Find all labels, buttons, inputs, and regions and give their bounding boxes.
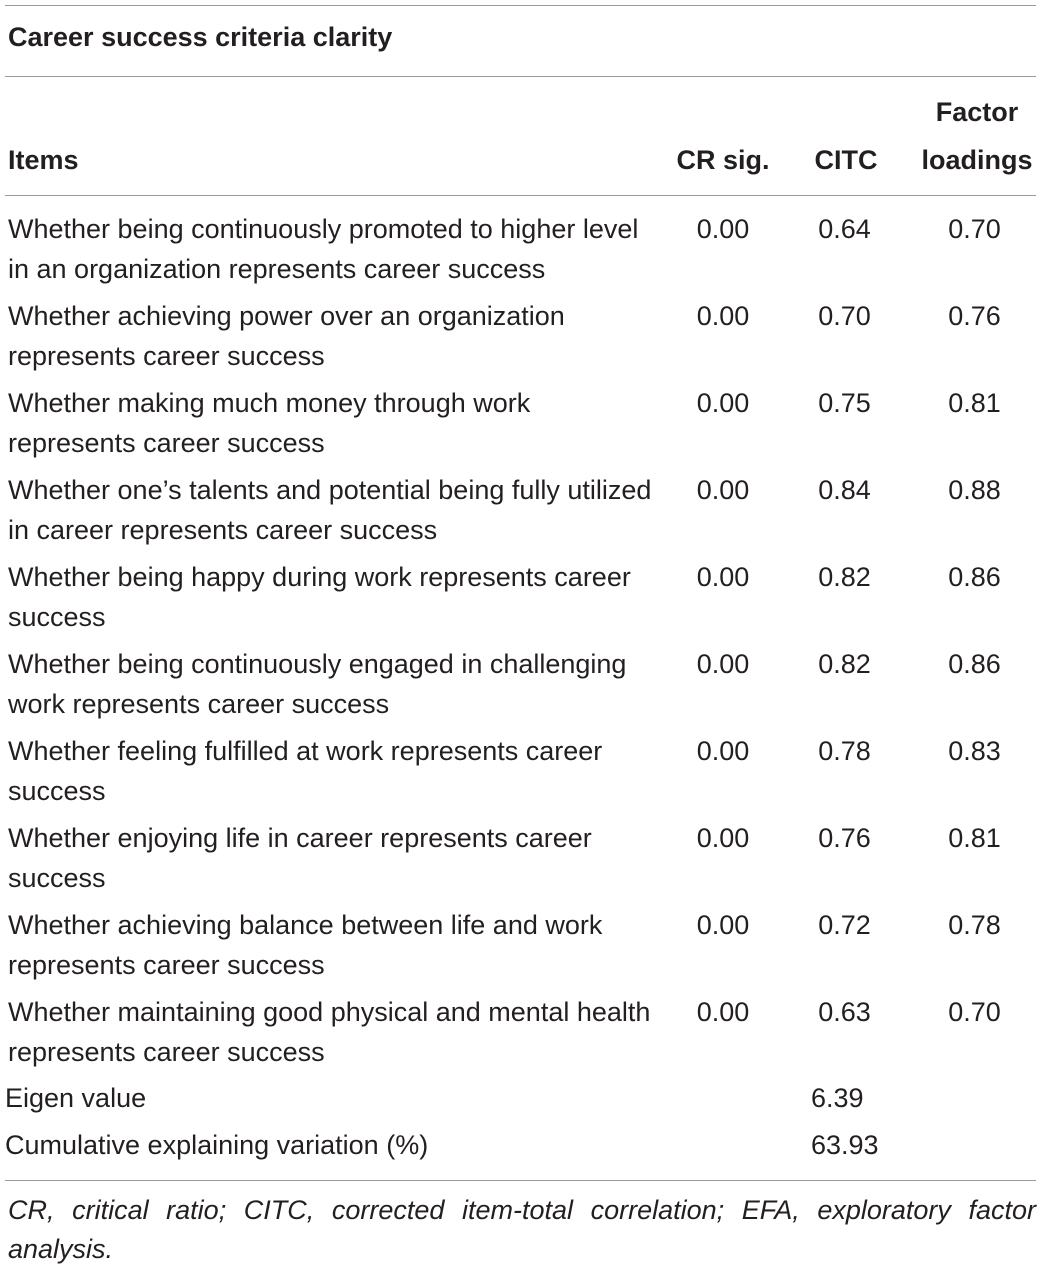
cr-sig-value: 0.00 [696, 649, 750, 679]
citc-value: 0.78 [818, 736, 871, 766]
item-text: Whether maintaining good physical and mental health represents career success [8, 997, 651, 1067]
title-rule [5, 76, 1036, 77]
cr-sig-value: 0.00 [696, 475, 750, 505]
table-row [0, 819, 1043, 906]
factor-loading-value: 0.78 [948, 910, 1001, 940]
citc-value: 0.75 [818, 388, 871, 418]
citc-value: 0.76 [818, 823, 871, 853]
table-footnote: CR, critical ratio; CITC, corrected item-total correlation; EFA, exploratory factor analysis. [8, 1195, 1036, 1264]
eigen-label: Eigen value [5, 1083, 147, 1113]
table-row [0, 384, 1043, 471]
citc-value: 0.82 [818, 562, 871, 592]
header-loadings: loadings [921, 145, 1033, 175]
factor-loading-value: 0.81 [948, 388, 1001, 418]
cr-sig-value: 0.00 [696, 997, 750, 1027]
cr-sig-value: 0.00 [696, 388, 750, 418]
factor-loading-value: 0.70 [948, 214, 1001, 244]
header-rule [5, 195, 1036, 196]
citc-value: 0.72 [818, 910, 871, 940]
factor-loading-value: 0.86 [948, 562, 1001, 592]
item-text: Whether being continuously engaged in challenging work represents career success [8, 649, 627, 719]
table-row [0, 732, 1043, 819]
table-row [0, 210, 1043, 297]
cr-sig-value: 0.00 [696, 562, 750, 592]
header-items: Items [8, 145, 79, 175]
cr-sig-value: 0.00 [696, 910, 750, 940]
factor-loading-value: 0.70 [948, 997, 1001, 1027]
table-row [0, 906, 1043, 993]
item-text: Whether achieving power over an organization represents career success [8, 301, 565, 371]
factor-loading-value: 0.88 [948, 475, 1001, 505]
item-text: Whether being happy during work represents career success [8, 562, 631, 632]
cr-sig-value: 0.00 [696, 736, 750, 766]
header-citc: CITC [814, 145, 878, 175]
header-factor: Factor [935, 97, 1019, 127]
factor-loading-value: 0.76 [948, 301, 1001, 331]
cr-sig-value: 0.00 [696, 214, 750, 244]
item-text: Whether achieving balance between life and work represents career success [8, 910, 603, 980]
factor-loading-value: 0.83 [948, 736, 1001, 766]
item-text: Whether making much money through work represents career success [8, 388, 531, 458]
factor-loading-value: 0.81 [948, 823, 1001, 853]
item-text: Whether being continuously promoted to higher level in an organization represents career success [8, 214, 639, 284]
header-cr-sig: CR sig. [676, 145, 770, 175]
citc-value: 0.64 [818, 214, 871, 244]
table-row [0, 993, 1043, 1080]
citc-value: 0.82 [818, 649, 871, 679]
item-text: Whether enjoying life in career represents career success [8, 823, 592, 893]
top-rule [5, 5, 1036, 6]
table-title: Career success criteria clarity [8, 22, 393, 52]
citc-value: 0.70 [818, 301, 871, 331]
items-table [0, 210, 1043, 1080]
item-text: Whether one’s talents and potential being fully utilized in career represents career success [8, 475, 652, 545]
cr-sig-value: 0.00 [696, 823, 750, 853]
table-row [0, 645, 1043, 732]
table-row [0, 297, 1043, 384]
table-row [0, 558, 1043, 645]
citc-value: 0.84 [818, 475, 871, 505]
eigen-value: 6.39 [811, 1083, 864, 1113]
factor-loading-value: 0.86 [948, 649, 1001, 679]
cumulative-value: 63.93 [811, 1130, 879, 1160]
table-row [0, 471, 1043, 558]
item-text: Whether feeling fulfilled at work represents career success [8, 736, 603, 806]
cr-sig-value: 0.00 [696, 301, 750, 331]
citc-value: 0.63 [818, 997, 871, 1027]
bottom-rule [5, 1180, 1036, 1181]
cumulative-label: Cumulative explaining variation (%) [5, 1130, 429, 1160]
